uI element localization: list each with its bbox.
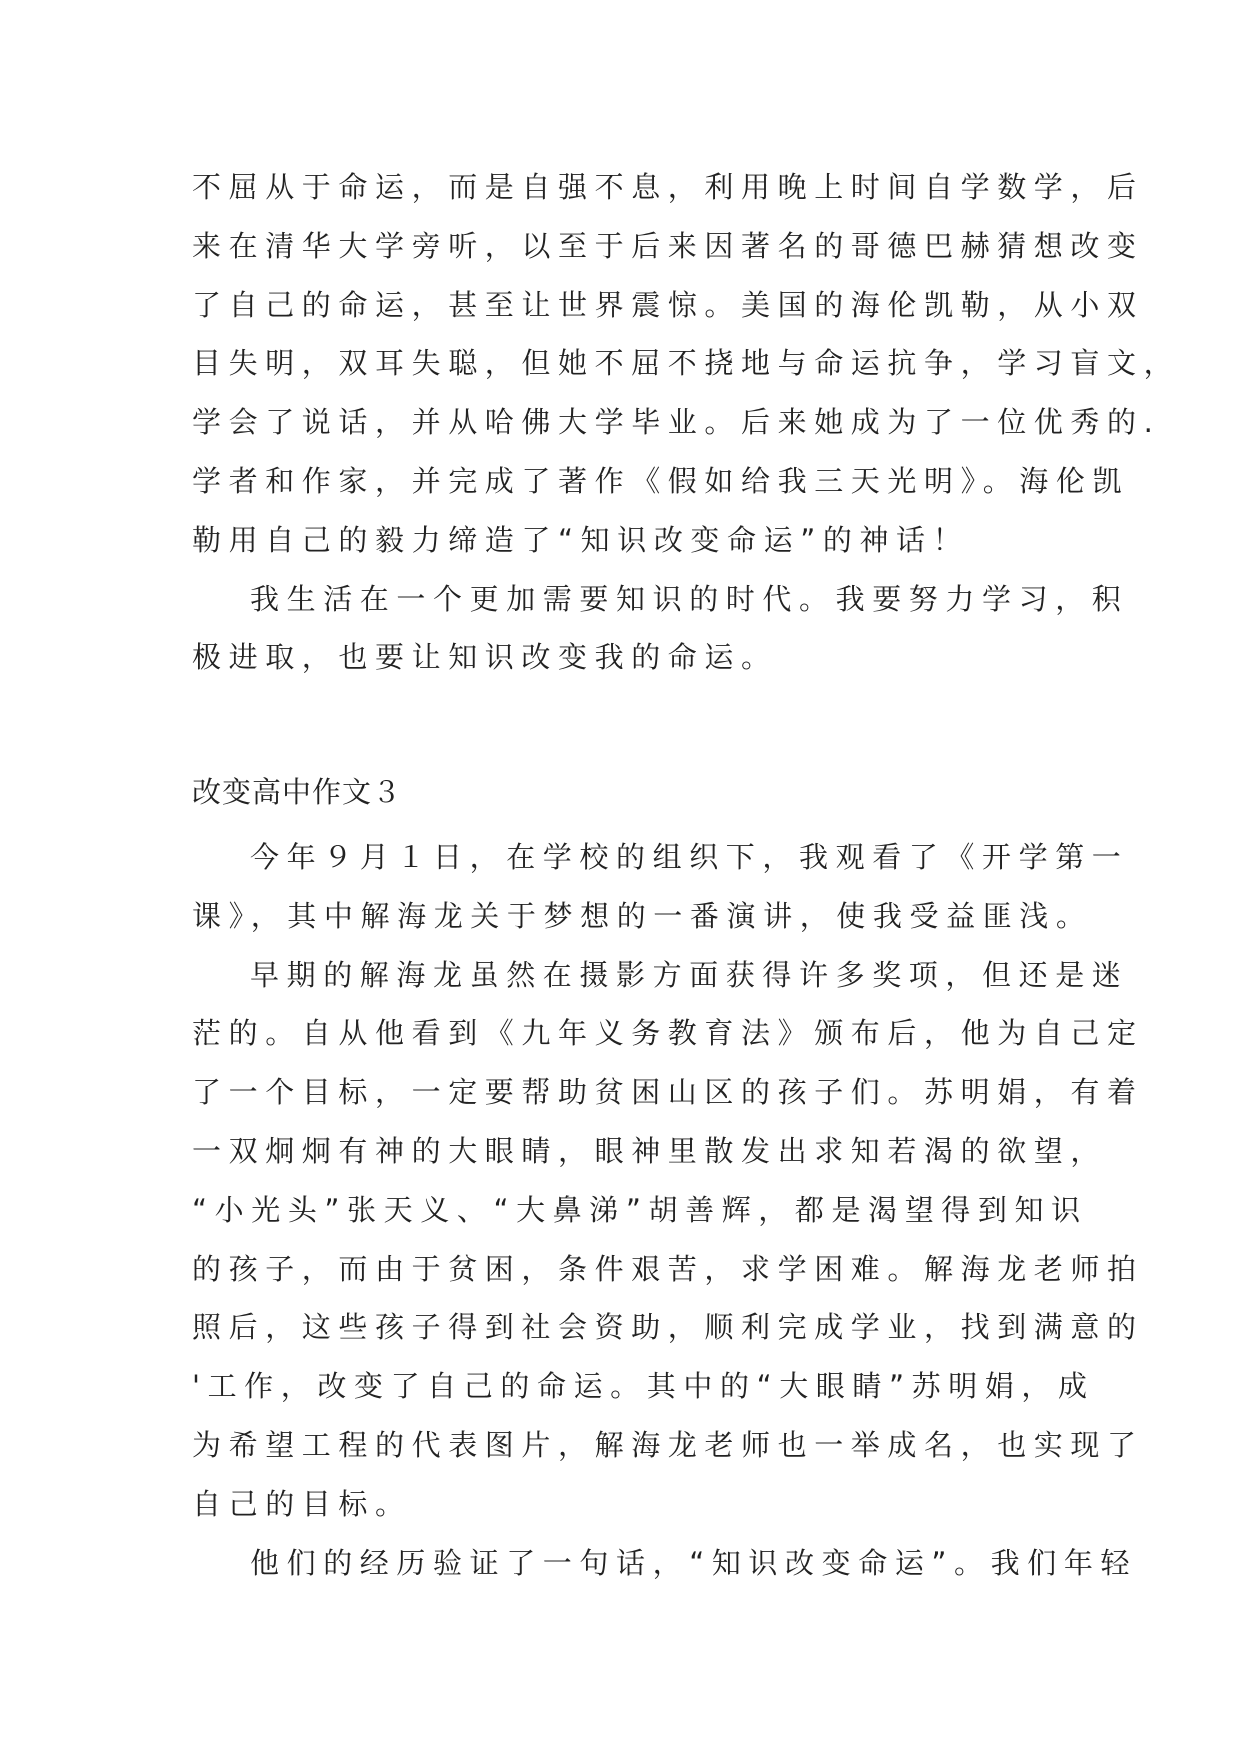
text-line: 今年９月１日，在学校的组织下，我观看了《开学第一 (250, 839, 1129, 874)
text-line: 为希望工程的代表图片，解海龙老师也一举成名，也实现了 (192, 1427, 1144, 1462)
paragraph (192, 570, 1129, 688)
text-line: 课》，其中解海龙关于梦想的一番演讲，使我受益匪浅。 (192, 898, 1093, 933)
paragraph (192, 828, 1129, 946)
text-line: 极进取，也要让知识改变我的命运。 (192, 640, 778, 675)
text-line: 一双炯炯有神的大眼睛，眼神里散发出求知若渴的欲望， (192, 1133, 1108, 1168)
paragraph (192, 946, 1144, 1534)
text-line: “小光头”张天义、“大鼻涕”胡善辉，都是渴望得到知识 (192, 1192, 1088, 1227)
paragraph (192, 1534, 1138, 1593)
paragraph (192, 158, 1181, 570)
text-line: 早期的解海龙虽然在摄影方面获得许多奖项，但还是迷 (250, 957, 1129, 992)
text-line: 目失明，双耳失聪，但她不屈不挠地与命运抗争，学习盲文， (192, 346, 1181, 381)
text-line: 勒用自己的毅力缔造了“知识改变命运”的神话！ (192, 522, 970, 557)
text-line: 照后，这些孩子得到社会资助，顺利完成学业，找到满意的 (192, 1310, 1144, 1345)
text-line: '工作，改变了自己的命运。其中的“大眼睛”苏明娟，成 (192, 1369, 1095, 1404)
text-line: 了一个目标，一定要帮助贫困山区的孩子们。苏明娟，有着 (192, 1075, 1144, 1110)
text-line: 的孩子，而由于贫困，条件艰苦，求学困难。解海龙老师拍 (192, 1251, 1144, 1286)
text-line: 了自己的命运，甚至让世界震惊。美国的海伦凯勒，从小双 (192, 287, 1144, 322)
text-body (192, 158, 1181, 1592)
text-line: 茫的。自从他看到《九年义务教育法》颁布后，他为自己定 (192, 1016, 1144, 1051)
text-line: 不屈从于命运，而是自强不息，利用晚上时间自学数学，后 (192, 170, 1144, 204)
text-line: 我生活在一个更加需要知识的时代。我要努力学习，积 (250, 581, 1129, 616)
text-line: 来在清华大学旁听，以至于后来因著名的哥德巴赫猜想改变 (192, 228, 1144, 263)
text-line: 自己的目标。 (192, 1486, 412, 1521)
text-line: 他们的经历验证了一句话，“知识改变命运”。我们年轻 (250, 1545, 1138, 1580)
section-heading: 改变高中作文３ (192, 775, 403, 810)
text-line: 学者和作家，并完成了著作《假如给我三天光明》。海伦凯 (192, 463, 1130, 498)
text-line: 学会了说话，并从哈佛大学毕业。后来她成为了一位优秀的. (192, 405, 1161, 440)
